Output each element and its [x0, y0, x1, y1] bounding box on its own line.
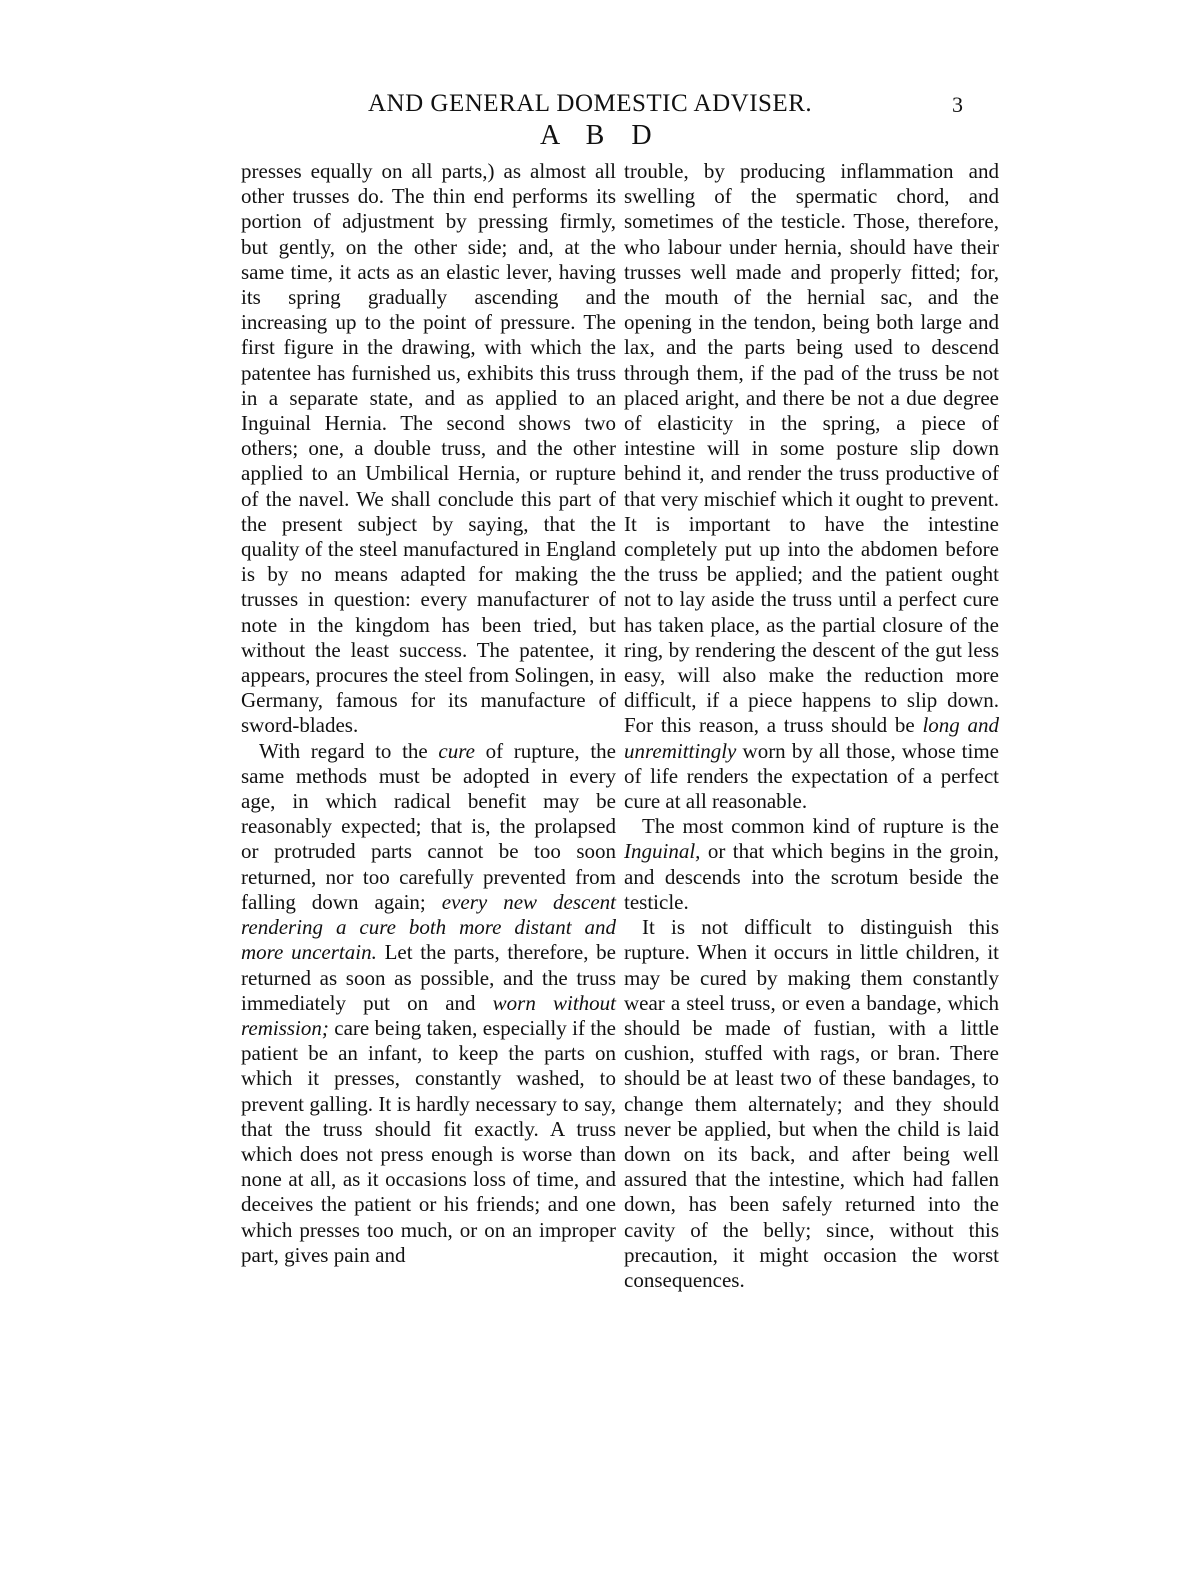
right-paragraph-2 — [624, 814, 999, 915]
text-span: The most common kind of rupture is the — [642, 814, 999, 839]
left-paragraph-2 — [241, 739, 616, 1268]
right-column — [624, 159, 999, 1293]
text-span: With regard to the — [259, 738, 439, 763]
text-span: worn by all those, whose time of life renders the expectation of a perfect cure at all reasonable. — [624, 738, 999, 814]
text-span: or that which begins in the groin, and descends into the scrotum beside the testicle. — [624, 839, 999, 914]
page-number: 3 — [952, 92, 963, 117]
italic-cure: cure — [438, 738, 475, 763]
text-span: of rupture, the same methods must be adopted in every age, in which radical benefit may be reasonably expected; that is, the prolapsed or protruded parts cannot be too soon returned, nor too carefully prevented from falling down again; — [241, 738, 616, 914]
text-span: care being taken, especially if the patient be an infant, to keep the parts on which it presses, constantly washed, to prevent galling. It is hardly necessary to say, that the truss should fit exactly. A truss which does not press enough is worse than none at all, as it occasions loss of time, and deceives the patient or his friends; and one which presses too much, or on an improper part, gives pain and — [241, 1015, 616, 1267]
italic-emphasis: long and unremittingly — [624, 713, 999, 763]
italic-inguinal: Inguinal, — [624, 839, 701, 864]
left-paragraph-1: presses equally on all parts,) as almost all other trusses do. The thin end performs its portion of adjustment by pressing firmly, but gently, on the other side; and, at the same time, it acts as an elastic lever, having its spring gradually ascending and increasing up to the point of pressure. The first figure in the drawing, with which the patentee has furnished us, exhibits this truss in a separate state, and as applied to an Inguinal Hernia. The second shows two others; one, a double truss, and the other applied to an Umbilical Hernia, or rupture of the navel. We shall conclude this part of the present subject by saying, that the quality of the steel manufactured in England is by no means adapted for making the trusses in question: every manufacturer of note in the kingdom has been tried, but without the least success. The patentee, it appears, procures the steel from Solingen, in Germany, famous for its manufacture of sword-blades. — [241, 159, 616, 738]
section-letters: A B D — [540, 120, 662, 151]
italic-emphasis: worn without remission; — [241, 990, 616, 1040]
text-span: trouble, by producing inflammation and swelling of the spermatic chord, and sometimes of the testicle. Those, therefore, who labour under hernia, should have their trusses well made and properly fitted; for, the mouth of the hernial sac, and the opening in the tendon, being both large and lax, and the parts being used to descend through them, if the pad of the truss be not placed aright, and there be not a due degree of elasticity in the spring, a piece of intestine will in some posture slip down behind it, and render the truss productive of that very mischief which it ought to prevent. It is important to have the intestine completely put up into the abdomen before the truss be applied; and the patient ought not to lay aside the truss until a perfect cure has taken place, as the partial closure of the ring, by rendering the descent of the gut less easy, will also make the reduction more difficult, if a piece happens to slip down. For this reason, a truss should be — [624, 159, 999, 738]
left-column — [241, 159, 616, 1268]
right-paragraph-3: It is not difficult to distinguish this rupture. When it occurs in little children, it may be cured by making them constantly wear a steel truss, or even a bandage, which should be made of fustian, with a little cushion, stuffed with rags, or bran. There should be at least two of these bandages, to change them alternately; and they should never be applied, but when the child is laid down on its back, and after being well assured that the intestine, which had fallen down, has been safely returned into the cavity of the belly; since, without this precaution, it might occasion the worst consequences. — [624, 915, 999, 1292]
text-span: Let the parts, therefore, be returned as soon as possible, and the truss immediately put on and — [241, 940, 616, 1015]
italic-emphasis: every new descent rendering a cure both more distant and more uncertain. — [241, 889, 616, 965]
right-paragraph-1 — [624, 159, 999, 814]
running-title: AND GENERAL DOMESTIC ADVISER. — [368, 90, 813, 117]
